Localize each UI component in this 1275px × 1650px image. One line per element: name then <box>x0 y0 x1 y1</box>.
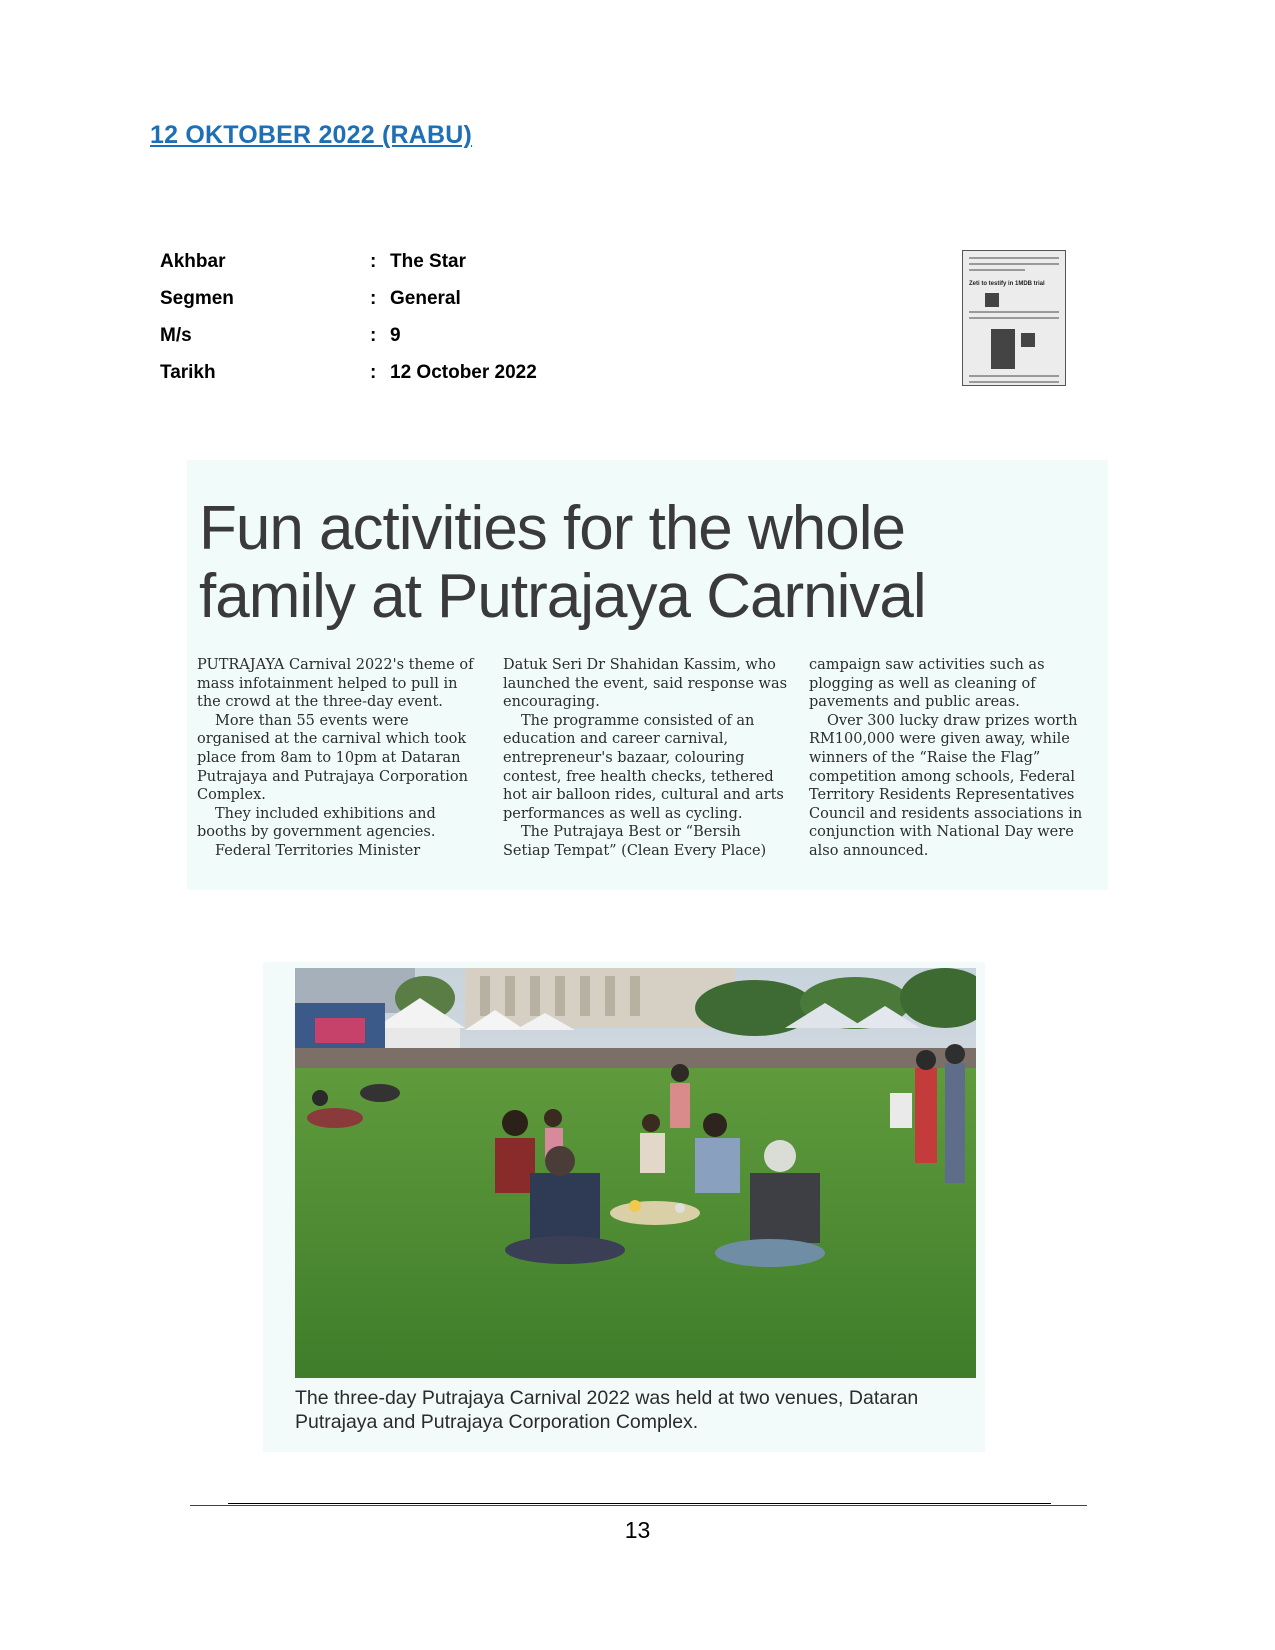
article-column-3 <box>809 656 1095 861</box>
article-column-2 <box>503 656 789 861</box>
thumb-photo <box>991 329 1015 369</box>
thumb-line <box>969 375 1059 377</box>
meta-row-akhbar <box>160 243 537 280</box>
article-headline <box>199 495 1079 631</box>
thumb-line <box>969 317 1059 319</box>
date-heading: 12 OKTOBER 2022 (RABU) <box>150 121 473 149</box>
headline-line-1: Fun activities for the whole <box>199 494 906 563</box>
photo-caption: The three-day Putrajaya Carnival 2022 was held at two venues, Dataran Putrajaya and Putrajaya Corporation Complex. <box>295 1387 919 1433</box>
paragraph: Over 300 lucky draw prizes worth RM100,000 were given away, while winners of the “Raise the Flag” competition among schools, Federal Territory Residents Representatives Council and residents associations in conjunction with National Day were also announced. <box>809 712 1083 859</box>
thumb-line <box>969 269 1025 271</box>
paragraph: PUTRAJAYA Carnival 2022's theme of mass infotainment helped to pull in the crowd at the three-day event. <box>197 657 474 711</box>
paragraph: The Putrajaya Best or “Bersih Setiap Tempat” (Clean Every Place) <box>503 824 767 859</box>
thumb-line <box>969 381 1059 383</box>
metadata-table <box>160 243 537 391</box>
paragraph: They included exhibitions and booths by government agencies. <box>197 805 436 841</box>
paragraph: The programme consisted of an education and career carnival, entrepreneur's bazaar, colouring contest, free health checks, tethered hot air balloon rides, cultural and arts performances as well as cycling. <box>503 712 784 822</box>
newspaper-page-thumbnail <box>962 250 1066 386</box>
paragraph: Datuk Seri Dr Shahidan Kassim, who launched the event, said response was encouraging. <box>503 657 788 711</box>
footer-divider <box>190 1505 1087 1506</box>
article-column-1 <box>197 656 483 861</box>
article-clipping <box>187 460 1108 890</box>
meta-row-tarikh <box>160 354 537 391</box>
carnival-photo-illustration <box>295 968 976 1378</box>
paragraph: Federal Territories Minister <box>215 842 421 859</box>
page-number: 13 <box>624 1517 651 1543</box>
meta-colon: : <box>370 287 377 309</box>
thumb-headline: Zeti to testify in 1MDB trial <box>969 281 1045 287</box>
paragraph: More than 55 events were organised at the carnival which took place from 8am to 10pm at Dataran Putrajaya and Putrajaya Corporation Complex. <box>197 712 468 804</box>
meta-row-segmen <box>160 280 537 317</box>
meta-value: General <box>390 287 461 309</box>
meta-label: M/s <box>160 324 192 346</box>
meta-colon: : <box>370 324 377 346</box>
meta-value: The Star <box>390 250 467 272</box>
photo-block <box>263 962 985 1452</box>
thumb-photo <box>985 293 999 307</box>
footer-divider <box>228 1503 1051 1504</box>
headline-line-2: family at Putrajaya Carnival <box>199 562 926 631</box>
meta-value: 12 October 2022 <box>390 361 537 383</box>
meta-label: Tarikh <box>160 361 216 383</box>
meta-row-ms <box>160 317 537 354</box>
meta-value: 9 <box>390 324 401 346</box>
thumb-line <box>969 311 1059 313</box>
carnival-photo <box>295 968 976 1378</box>
meta-label: Segmen <box>160 287 234 309</box>
paragraph: campaign saw activities such as plogging as well as cleaning of pavements and public areas. <box>809 657 1045 711</box>
article-columns <box>197 656 1095 861</box>
thumb-line <box>969 263 1059 265</box>
meta-colon: : <box>370 361 377 383</box>
meta-colon: : <box>370 250 377 272</box>
thumb-photo <box>1021 333 1035 347</box>
meta-label: Akhbar <box>160 250 226 272</box>
thumb-line <box>969 257 1059 259</box>
